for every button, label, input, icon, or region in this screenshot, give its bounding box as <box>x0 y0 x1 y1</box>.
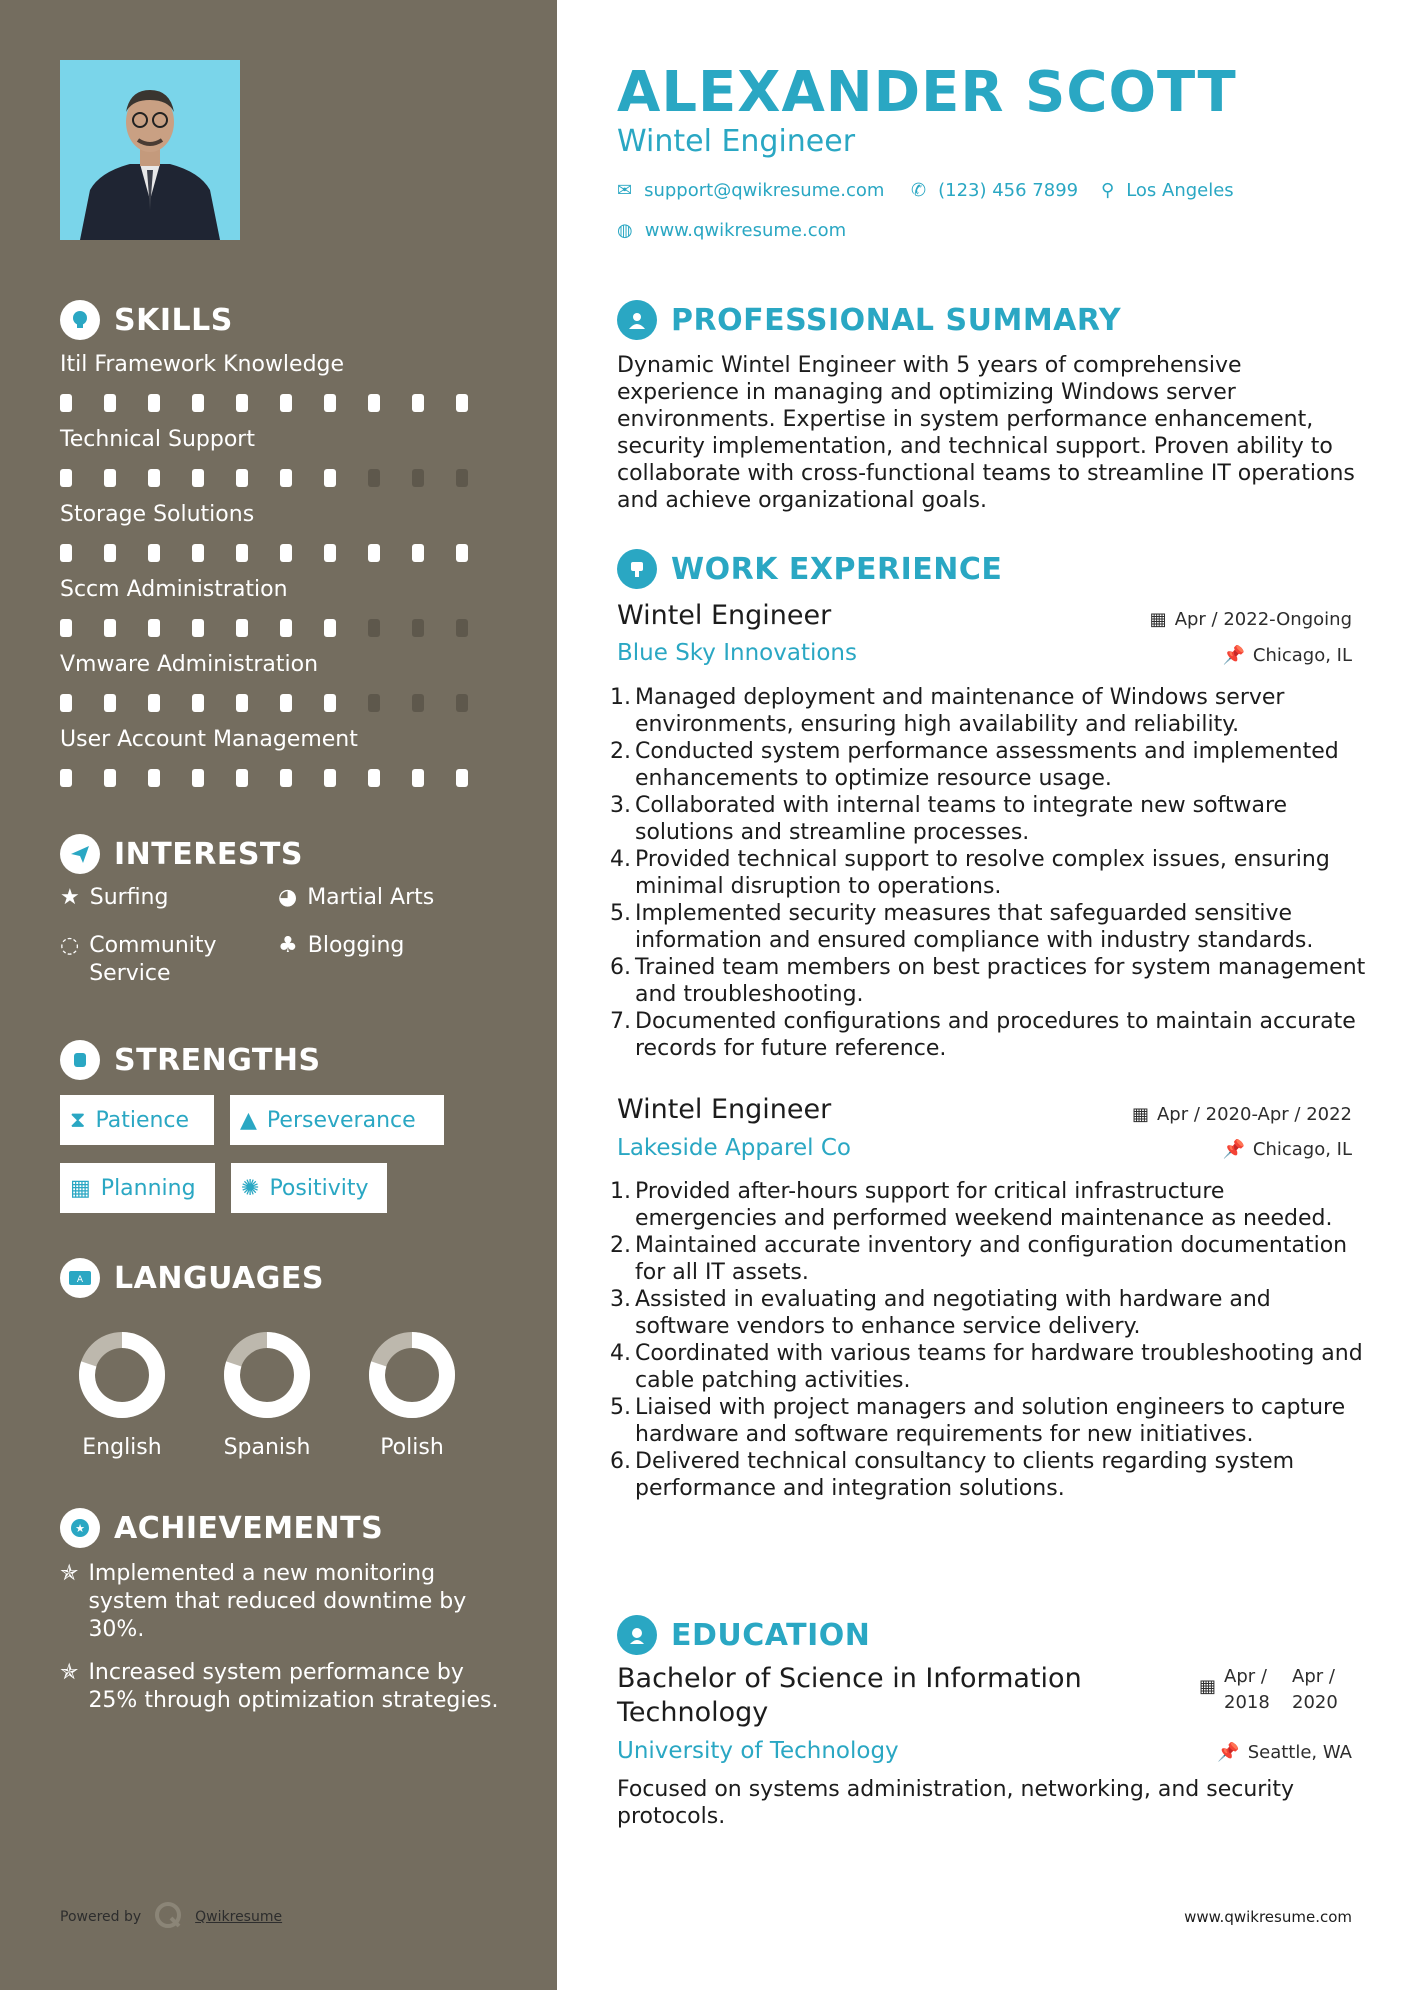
skill-dot <box>280 769 292 787</box>
job-location: 📌 Chicago, IL <box>1222 1139 1352 1160</box>
languages-heading <box>60 1258 324 1298</box>
skill-dot <box>324 694 336 712</box>
languages-title: LANGUAGES <box>114 1260 324 1296</box>
job-location: 📌 Chicago, IL <box>1222 645 1352 666</box>
bullet-number: 3. <box>610 1287 631 1312</box>
strengths-heading <box>60 1040 321 1080</box>
bullet-text: Delivered technical consultancy to clients regarding system performance and integration solutions. <box>635 1449 1295 1501</box>
strengths-title: STRENGTHS <box>114 1042 321 1078</box>
skill-rating <box>60 619 500 637</box>
svg-text:★: ★ <box>75 1522 85 1535</box>
skill-dot <box>324 619 336 637</box>
bullet-text: Documented configurations and procedures to maintain accurate records for future reference. <box>635 1009 1356 1061</box>
skill-dot <box>148 544 160 562</box>
profile-photo <box>60 60 240 240</box>
skill-label: User Account Management <box>60 727 358 752</box>
achievement-item: ✯ Implemented a new monitoring system that reduced downtime by 30%. <box>60 1561 467 1642</box>
skill-dot <box>236 544 248 562</box>
paper-plane-icon <box>60 834 100 874</box>
strength-chip: ▦ Planning <box>60 1163 215 1213</box>
company-name: Lakeside Apparel Co <box>617 1135 851 1161</box>
job-bullet <box>609 1448 1369 1502</box>
phone-contact[interactable]: ✆ (123) 456 7899 <box>911 180 1079 201</box>
skill-dot <box>192 469 204 487</box>
footer-website[interactable]: www.qwikresume.com <box>1184 1908 1352 1926</box>
skill-rating <box>60 544 500 562</box>
interest-item: ♣ Blogging <box>278 933 405 958</box>
brand-link[interactable]: Qwikresume <box>195 1909 283 1925</box>
skill-dot <box>456 769 468 787</box>
map-pin-icon: ⚲ <box>1101 180 1115 201</box>
user-icon <box>617 300 657 340</box>
skill-dot <box>60 469 72 487</box>
candidate-role: Wintel Engineer <box>617 124 856 159</box>
achievements-title: ACHIEVEMENTS <box>114 1510 384 1546</box>
job-bullets <box>609 684 1369 1062</box>
calendar-icon: ▦ <box>1149 609 1167 630</box>
skill-item <box>60 350 500 412</box>
skill-dot <box>60 619 72 637</box>
skill-dot <box>104 769 116 787</box>
bullet-number: 6. <box>610 955 631 980</box>
bullet-number: 1. <box>610 685 631 710</box>
education-title: EDUCATION <box>671 1617 871 1653</box>
skill-dot <box>280 469 292 487</box>
hourglass-icon: ⧗ <box>70 1107 86 1133</box>
interests-heading <box>60 834 303 874</box>
job-title: Wintel Engineer <box>617 600 832 631</box>
pin-icon: 📌 <box>1217 1742 1240 1763</box>
website-contact[interactable]: ◍ www.qwikresume.com <box>617 220 847 241</box>
fist-icon <box>60 1040 100 1080</box>
main-content <box>557 0 1407 1990</box>
powered-by: Powered by Qwikresume <box>60 1900 282 1934</box>
skill-dot <box>236 694 248 712</box>
job-dates: ▦ Apr / 2022-Ongoing <box>1149 609 1352 630</box>
interest-item: ★ Surfing <box>60 885 169 910</box>
education-description: Focused on systems administration, networking, and security protocols. <box>617 1777 1295 1829</box>
bullet-number: 5. <box>610 901 631 926</box>
road-icon: ▲ <box>240 1107 257 1133</box>
degree-title: Bachelor of Science in Information Technology <box>617 1663 1082 1728</box>
skill-dot <box>192 394 204 412</box>
bullet-number: 2. <box>610 1233 631 1258</box>
job-bullet <box>609 738 1369 792</box>
interests-title: INTERESTS <box>114 836 303 872</box>
skill-dot <box>104 619 116 637</box>
language-item <box>362 1325 462 1460</box>
skill-dot <box>368 394 380 412</box>
calendar-icon: ▦ <box>1198 1676 1216 1697</box>
calendar-icon: ▦ <box>1131 1104 1149 1125</box>
bullet-number: 1. <box>610 1179 631 1204</box>
bullet-text: Implemented security measures that safeguarded sensitive information and ensured compliance with industry standards. <box>635 901 1314 953</box>
skill-dot <box>60 769 72 787</box>
bullet-number: 5. <box>610 1395 631 1420</box>
skills-title: SKILLS <box>114 302 233 338</box>
achievements-heading <box>60 1508 383 1548</box>
skills-heading <box>60 300 233 340</box>
bullet-text: Collaborated with internal teams to integrate new software solutions and streamline processes. <box>635 793 1288 845</box>
skill-dot <box>104 394 116 412</box>
skill-dot <box>60 394 72 412</box>
skill-dot <box>280 544 292 562</box>
bullet-text: Provided technical support to resolve complex issues, ensuring minimal disruption to operations. <box>635 847 1330 899</box>
skill-dot <box>60 544 72 562</box>
bullet-text: Maintained accurate inventory and configuration documentation for all IT assets. <box>635 1233 1348 1285</box>
skill-item <box>60 725 500 787</box>
skill-dot <box>368 619 380 637</box>
job-bullet <box>609 900 1369 954</box>
skill-dot <box>368 544 380 562</box>
bullet-text: Managed deployment and maintenance of Windows server environments, ensuring high availability and reliability. <box>635 685 1285 737</box>
skill-dot <box>192 769 204 787</box>
strength-chip: ✺ Positivity <box>231 1163 387 1213</box>
skill-dot <box>412 769 424 787</box>
skill-dot <box>368 469 380 487</box>
skill-dot <box>456 469 468 487</box>
job-bullet <box>609 1232 1369 1286</box>
work-title: WORK EXPERIENCE <box>671 551 1003 587</box>
work-heading <box>617 549 1002 589</box>
skill-dot <box>368 694 380 712</box>
skill-dot <box>324 469 336 487</box>
job-bullet <box>609 1178 1369 1232</box>
job-bullet <box>609 954 1369 1008</box>
language-item <box>72 1325 172 1460</box>
skill-dot <box>456 619 468 637</box>
bullet-number: 6. <box>610 1449 631 1474</box>
skill-dot <box>324 394 336 412</box>
skill-dot <box>412 619 424 637</box>
skill-dot <box>60 694 72 712</box>
star-icon: ✯ <box>60 1561 79 1586</box>
skill-dot <box>104 694 116 712</box>
skill-item <box>60 500 500 562</box>
language-label: Polish <box>380 1435 444 1460</box>
skill-dot <box>148 469 160 487</box>
skill-label: Vmware Administration <box>60 652 319 677</box>
qwikresume-logo-icon <box>153 1900 183 1934</box>
skill-dot <box>324 769 336 787</box>
pin-icon: 📌 <box>1222 645 1245 666</box>
skill-dot <box>104 544 116 562</box>
skill-rating <box>60 694 500 712</box>
school-name: University of Technology <box>617 1738 899 1764</box>
bullet-text: Provided after-hours support for critical infrastructure emergencies and performed weekend maintenance as needed. <box>635 1179 1333 1231</box>
sun-icon: ✺ <box>241 1175 260 1201</box>
skill-dot <box>192 619 204 637</box>
job-bullet <box>609 792 1369 846</box>
strength-chip: ▲ Perseverance <box>230 1095 444 1145</box>
job-bullet <box>609 684 1369 738</box>
candidate-name: ALEXANDER SCOTT <box>617 60 1237 125</box>
company-name: Blue Sky Innovations <box>617 640 857 666</box>
skill-dot <box>456 694 468 712</box>
lightbulb-icon <box>60 300 100 340</box>
bullet-text: Conducted system performance assessments and implemented enhancements to optimize resource usage. <box>635 739 1339 791</box>
award-icon <box>60 1508 100 1548</box>
interest-item: ◕ Martial Arts <box>278 885 435 910</box>
shield-icon: ◌ <box>60 933 80 958</box>
skill-dot <box>324 544 336 562</box>
skill-dot <box>236 619 248 637</box>
skill-dot <box>456 544 468 562</box>
bullet-number: 2. <box>610 739 631 764</box>
skill-dot <box>280 694 292 712</box>
skill-dot <box>148 619 160 637</box>
education-location: 📌 Seattle, WA <box>1217 1742 1352 1763</box>
language-level-ring <box>362 1325 462 1425</box>
language-level-ring <box>72 1325 172 1425</box>
skill-rating <box>60 469 500 487</box>
pin-icon: 📌 <box>1222 1139 1245 1160</box>
skill-label: Storage Solutions <box>60 502 255 527</box>
education-dates: ▦ Apr / 2018 Apr / 2020 <box>1198 1666 1338 1713</box>
email-contact[interactable]: ✉ support@qwikresume.com <box>617 180 885 201</box>
location-contact: ⚲ Los Angeles <box>1101 180 1234 201</box>
skill-dot <box>368 769 380 787</box>
bullet-number: 7. <box>610 1009 631 1034</box>
skill-dot <box>280 394 292 412</box>
skill-item <box>60 425 500 487</box>
skill-dot <box>456 394 468 412</box>
language-item <box>217 1325 317 1460</box>
skill-dot <box>148 394 160 412</box>
star-icon: ✯ <box>60 1660 79 1685</box>
skill-dot <box>412 544 424 562</box>
skill-item <box>60 575 500 637</box>
achievement-item: ✯ Increased system performance by 25% through optimization strategies. <box>60 1660 499 1713</box>
skill-dot <box>192 544 204 562</box>
job-bullet <box>609 846 1369 900</box>
job-bullet <box>609 1340 1369 1394</box>
skill-dot <box>148 694 160 712</box>
language-level-ring <box>217 1325 317 1425</box>
skill-item <box>60 650 500 712</box>
graduation-icon <box>617 1615 657 1655</box>
svg-text:A: A <box>76 1275 84 1285</box>
strength-chip: ⧗ Patience <box>60 1095 214 1145</box>
job-bullet <box>609 1286 1369 1340</box>
globe-icon: ◍ <box>617 220 633 241</box>
language-label: English <box>82 1435 162 1460</box>
language-label: Spanish <box>223 1435 311 1460</box>
summary-text: Dynamic Wintel Engineer with 5 years of comprehensive experience in managing and optimizing Windows server environments. Expertise in system performance enhancement, security implementation, and technical support. Proven ability to collaborate with cross-functional teams to streamline IT operations and achieve organizational goals. <box>617 353 1355 513</box>
skill-label: Sccm Administration <box>60 577 288 602</box>
skill-dot <box>412 469 424 487</box>
job-title: Wintel Engineer <box>617 1094 832 1125</box>
calendar-icon: ▦ <box>70 1175 91 1201</box>
globe-icon: ◕ <box>278 885 298 910</box>
interest-item: ◌ Community Service <box>60 933 217 986</box>
skill-label: Itil Framework Knowledge <box>60 352 345 377</box>
skill-dot <box>148 769 160 787</box>
briefcase-icon <box>617 549 657 589</box>
skill-dot <box>412 394 424 412</box>
skill-dot <box>104 469 116 487</box>
bullet-number: 4. <box>610 1341 631 1366</box>
education-heading <box>617 1615 870 1655</box>
sidebar <box>0 0 557 1990</box>
skill-rating <box>60 769 500 787</box>
summary-title: PROFESSIONAL SUMMARY <box>671 302 1122 338</box>
job-bullets <box>609 1178 1369 1502</box>
skill-dot <box>236 769 248 787</box>
bullet-number: 4. <box>610 847 631 872</box>
skill-label: Technical Support <box>60 427 255 452</box>
bullet-text: Coordinated with various teams for hardware troubleshooting and cable patching activities. <box>635 1341 1363 1393</box>
bullet-text: Trained team members on best practices for system management and troubleshooting. <box>635 955 1366 1007</box>
skill-dot <box>192 694 204 712</box>
bullet-number: 3. <box>610 793 631 818</box>
skill-dot <box>280 619 292 637</box>
envelope-icon: ✉ <box>617 180 633 201</box>
skill-rating <box>60 394 500 412</box>
users-icon: ♣ <box>278 933 298 958</box>
skill-dot <box>412 694 424 712</box>
phone-icon: ✆ <box>911 180 927 201</box>
skill-dot <box>236 469 248 487</box>
language-icon <box>60 1258 100 1298</box>
job-bullet <box>609 1008 1369 1062</box>
bullet-text: Liaised with project managers and solution engineers to capture hardware and software requirements for new initiatives. <box>635 1395 1346 1447</box>
summary-heading <box>617 300 1121 340</box>
job-dates: ▦ Apr / 2020-Apr / 2022 <box>1131 1104 1352 1125</box>
job-bullet <box>609 1394 1369 1448</box>
star-icon: ★ <box>60 885 80 910</box>
skill-dot <box>236 394 248 412</box>
bullet-text: Assisted in evaluating and negotiating with hardware and software vendors to enhance service delivery. <box>635 1287 1271 1339</box>
